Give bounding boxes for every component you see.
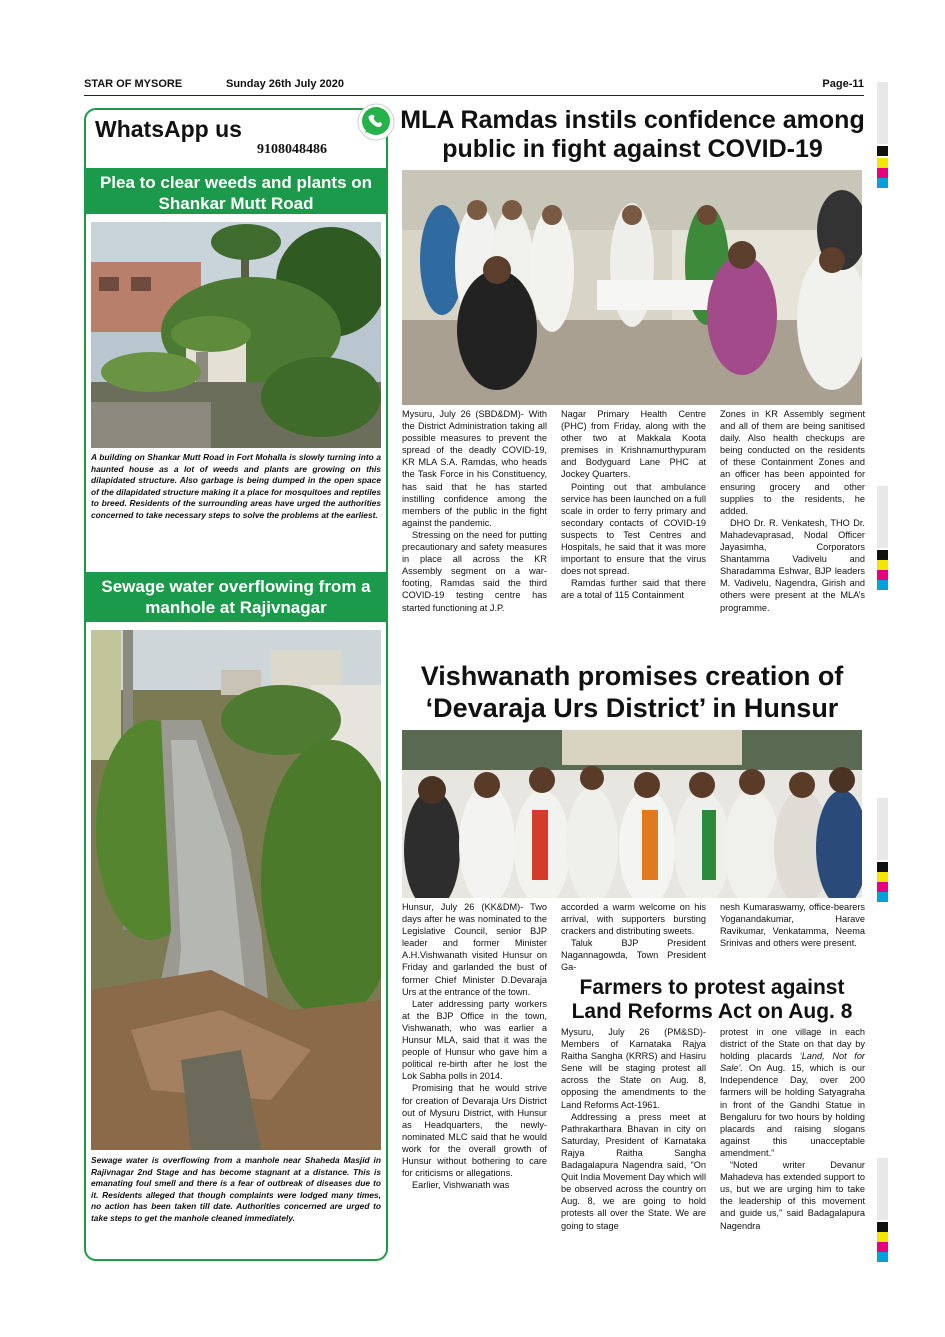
ramdas-column-3 [720, 408, 865, 614]
farmers-column-2 [561, 1026, 706, 1232]
ramdas-col2-p1: Nagar Primary Health Centre (PHC) from Friday, along with the other two at Makkala Koota premises in Krishnamurthypuram and Bodyguard Lane PHC at Jockey Quarters. [561, 409, 706, 480]
ramdas-column-2 [561, 408, 706, 602]
vishwanath-col1-p1: Hunsur, July 26 (KK&DM)- Two days after he was nominated to the Legislative Council, senior BJP leader and former Minister A.H.Vishwanath visited Hunsur on Friday and garlanded the bust of former Chief Minister D.Devaraja Urs at the entrance of the town. [402, 902, 547, 997]
weeds-headline: Plea to clear weeds and plants on Shankar Mutt Road [85, 168, 387, 214]
ramdas-col3-p1: Zones in KR Assembly segment and all of them are being sanitised daily. Also health checkups are being conducted on the residents of these Containment Zones and an officer has been appointed for ensuring grocery and other supplies to the residents, he added. [720, 409, 865, 516]
vishwanath-column-3 [720, 901, 865, 949]
sewage-headline: Sewage water overflowing from a manhole at Rajivnagar [85, 572, 387, 622]
weeds-building-photo [91, 222, 381, 448]
ramdas-col1-p2: Stressing on the need for putting precautionary and safety measures in place all across the KR Assembly segment on a war-footing, Ramdas said the third COVID-19 testing centre has started functioning at J.P. [402, 529, 547, 613]
vishwanath-column-2 [561, 901, 706, 974]
whatsapp-number: 9108048486 [257, 142, 327, 157]
vishwanath-col2-p1: accorded a warm welcome on his arrival, with supporters bursting crackers and distributing sweets. [561, 902, 706, 937]
vishwanath-col3-p1: nesh Kumaraswamy, office-bearers Yoganandakumar, Harave Ravikumar, Venkatamma, Neema Srinivas and others were present. [720, 902, 865, 949]
whatsapp-title: WhatsApp us [95, 116, 242, 142]
issue-date: Sunday 26th July 2020 [226, 78, 344, 90]
header-rule [84, 95, 864, 96]
weeds-caption: A building on Shankar Mutt Road in Fort Mohalla is slowly turning into a haunted house as a lot of weeds and plants are growing on this dilapidated structure. Also garbage is being dumped in the open space of the dilapidated structure making it a place for mosquitoes and reptiles to breed. Residents of the surrounding areas have urged the authorities concerned to take necessary steps to solve the problems at the earliest. [91, 452, 381, 520]
farmers-col3-p2: “Noted writer Devanur Mahadeva has extended support to us, but we are urging him to take the leadership of this movement and guide us,” said Badagalapura Nagendra [720, 1160, 865, 1231]
farmers-headline: Farmers to protest against Land Reforms Act on Aug. 8 [571, 976, 853, 1023]
farmers-col2-p2: Addressing a press meet at Pathrakarthara Bhavan in city on Saturday, President of Karnataka Rajya Raitha Sangha Badagalapura Nagendra said, "On Quit India Movement Day which will be observed across the country on Aug. 8, we are going to hold protests all over the State. We are going to stage [561, 1111, 707, 1231]
page-number: Page-11 [822, 78, 864, 90]
vishwanath-col2-p2: Taluk BJP President Nagannagowda, Town President Ga- [561, 938, 706, 973]
ramdas-col2-p2: Pointing out that ambulance service has been launched on a full scale in order to ferry primary and secondary contacts of COVID-19 suspects to Test Centres and Hospitals, he said that it was more important to ensure that the virus does not spread. [561, 481, 706, 577]
whatsapp-phone-icon [356, 102, 396, 142]
ramdas-column-1 [402, 408, 547, 614]
vishwanath-col1-p3: Promising that he would strive for creation of Devaraja Urs District out of Mysuru District, with Hunsur as Headquarters, the newly-nominated MLC said that he would work for the overall growth of Hunsur without bothering to care for criticisms or allegations. [402, 1083, 547, 1179]
ramdas-col3-p2: DHO Dr. R. Venkatesh, THO Dr. Mahadevaprasad, Nodal Officer Jayasimha, Corporators Shantamma Vadivelu and Sharadamma Eshwar, BJP leaders M. Vadivelu, Nagendra, Girish and others were present at the MLA’s programme. [720, 517, 865, 613]
farmers-col3-p1: protest in one village in each district of the State on that day by holding placards ‘Land, Not for Sale’. On Aug. 15, which is our Independence Day, over 200 farmers will be holding Satyagraha in front of the Gandhi Statue in Bengaluru for two hours by holding placards and raising slogans against this unacceptable amendment.” [720, 1027, 865, 1158]
sewage-manhole-photo [91, 630, 381, 1150]
ramdas-col2-p3: Ramdas further said that there are a total of 115 Containment [561, 578, 706, 601]
sewage-caption: Sewage water is overflowing from a manhole near Shaheda Masjid in Rajivnagar 2nd Stage and has become stagnant at a distance. This is emanating foul smell and there is a fear of outbreak of diseases due to it. Residents alleged that though complaints were lodged many times, no action has been taken till date. Authorities concerned are urged to take steps to get the manhole cleaned immediately. [91, 1155, 381, 1223]
farmers-col2-p1: Mysuru, July 26 (PM&SD)- Members of Karnataka Rajya Raitha Sangha (KRRS) and Hasiru Sene will be staging protest all across the State on Aug. 8, opposing the amendments to the Land Reforms Act-1961. [561, 1027, 706, 1110]
ramdas-covid-meeting-photo [402, 170, 862, 405]
ramdas-col1-p1: Mysuru, July 26 (SBD&DM)- With the District Administration taking all possible measures to prevent the spread of the deadly COVID-19, KR MLA S.A. Ramdas, who heads the Task Force in his Constituency, has said that he has started instilling confidence among the members of the public in the fight against the pandemic. [402, 409, 547, 528]
vishwanath-supporters-photo [402, 730, 862, 898]
ramdas-headline: MLA Ramdas instils confidence among public in fight against COVID-19 [400, 106, 865, 163]
publication-name: STAR OF MYSORE [84, 78, 183, 90]
vishwanath-column-1 [402, 901, 547, 1191]
vishwanath-headline: Vishwanath promises creation of ‘Devaraja Urs District’ in Hunsur [420, 661, 844, 723]
vishwanath-col1-p4: Earlier, Vishwanath was [412, 1180, 510, 1191]
vishwanath-col1-p2: Later addressing party workers at the BJP Office in the town, Vishwanath, who was earlier a Hunsur MLA, said that it was the people of Hunsur who gave him a political re-birth after he lost the Lok Sabha polls in 2014. [402, 998, 547, 1082]
page-header [84, 78, 864, 94]
farmers-column-3 [720, 1026, 865, 1232]
